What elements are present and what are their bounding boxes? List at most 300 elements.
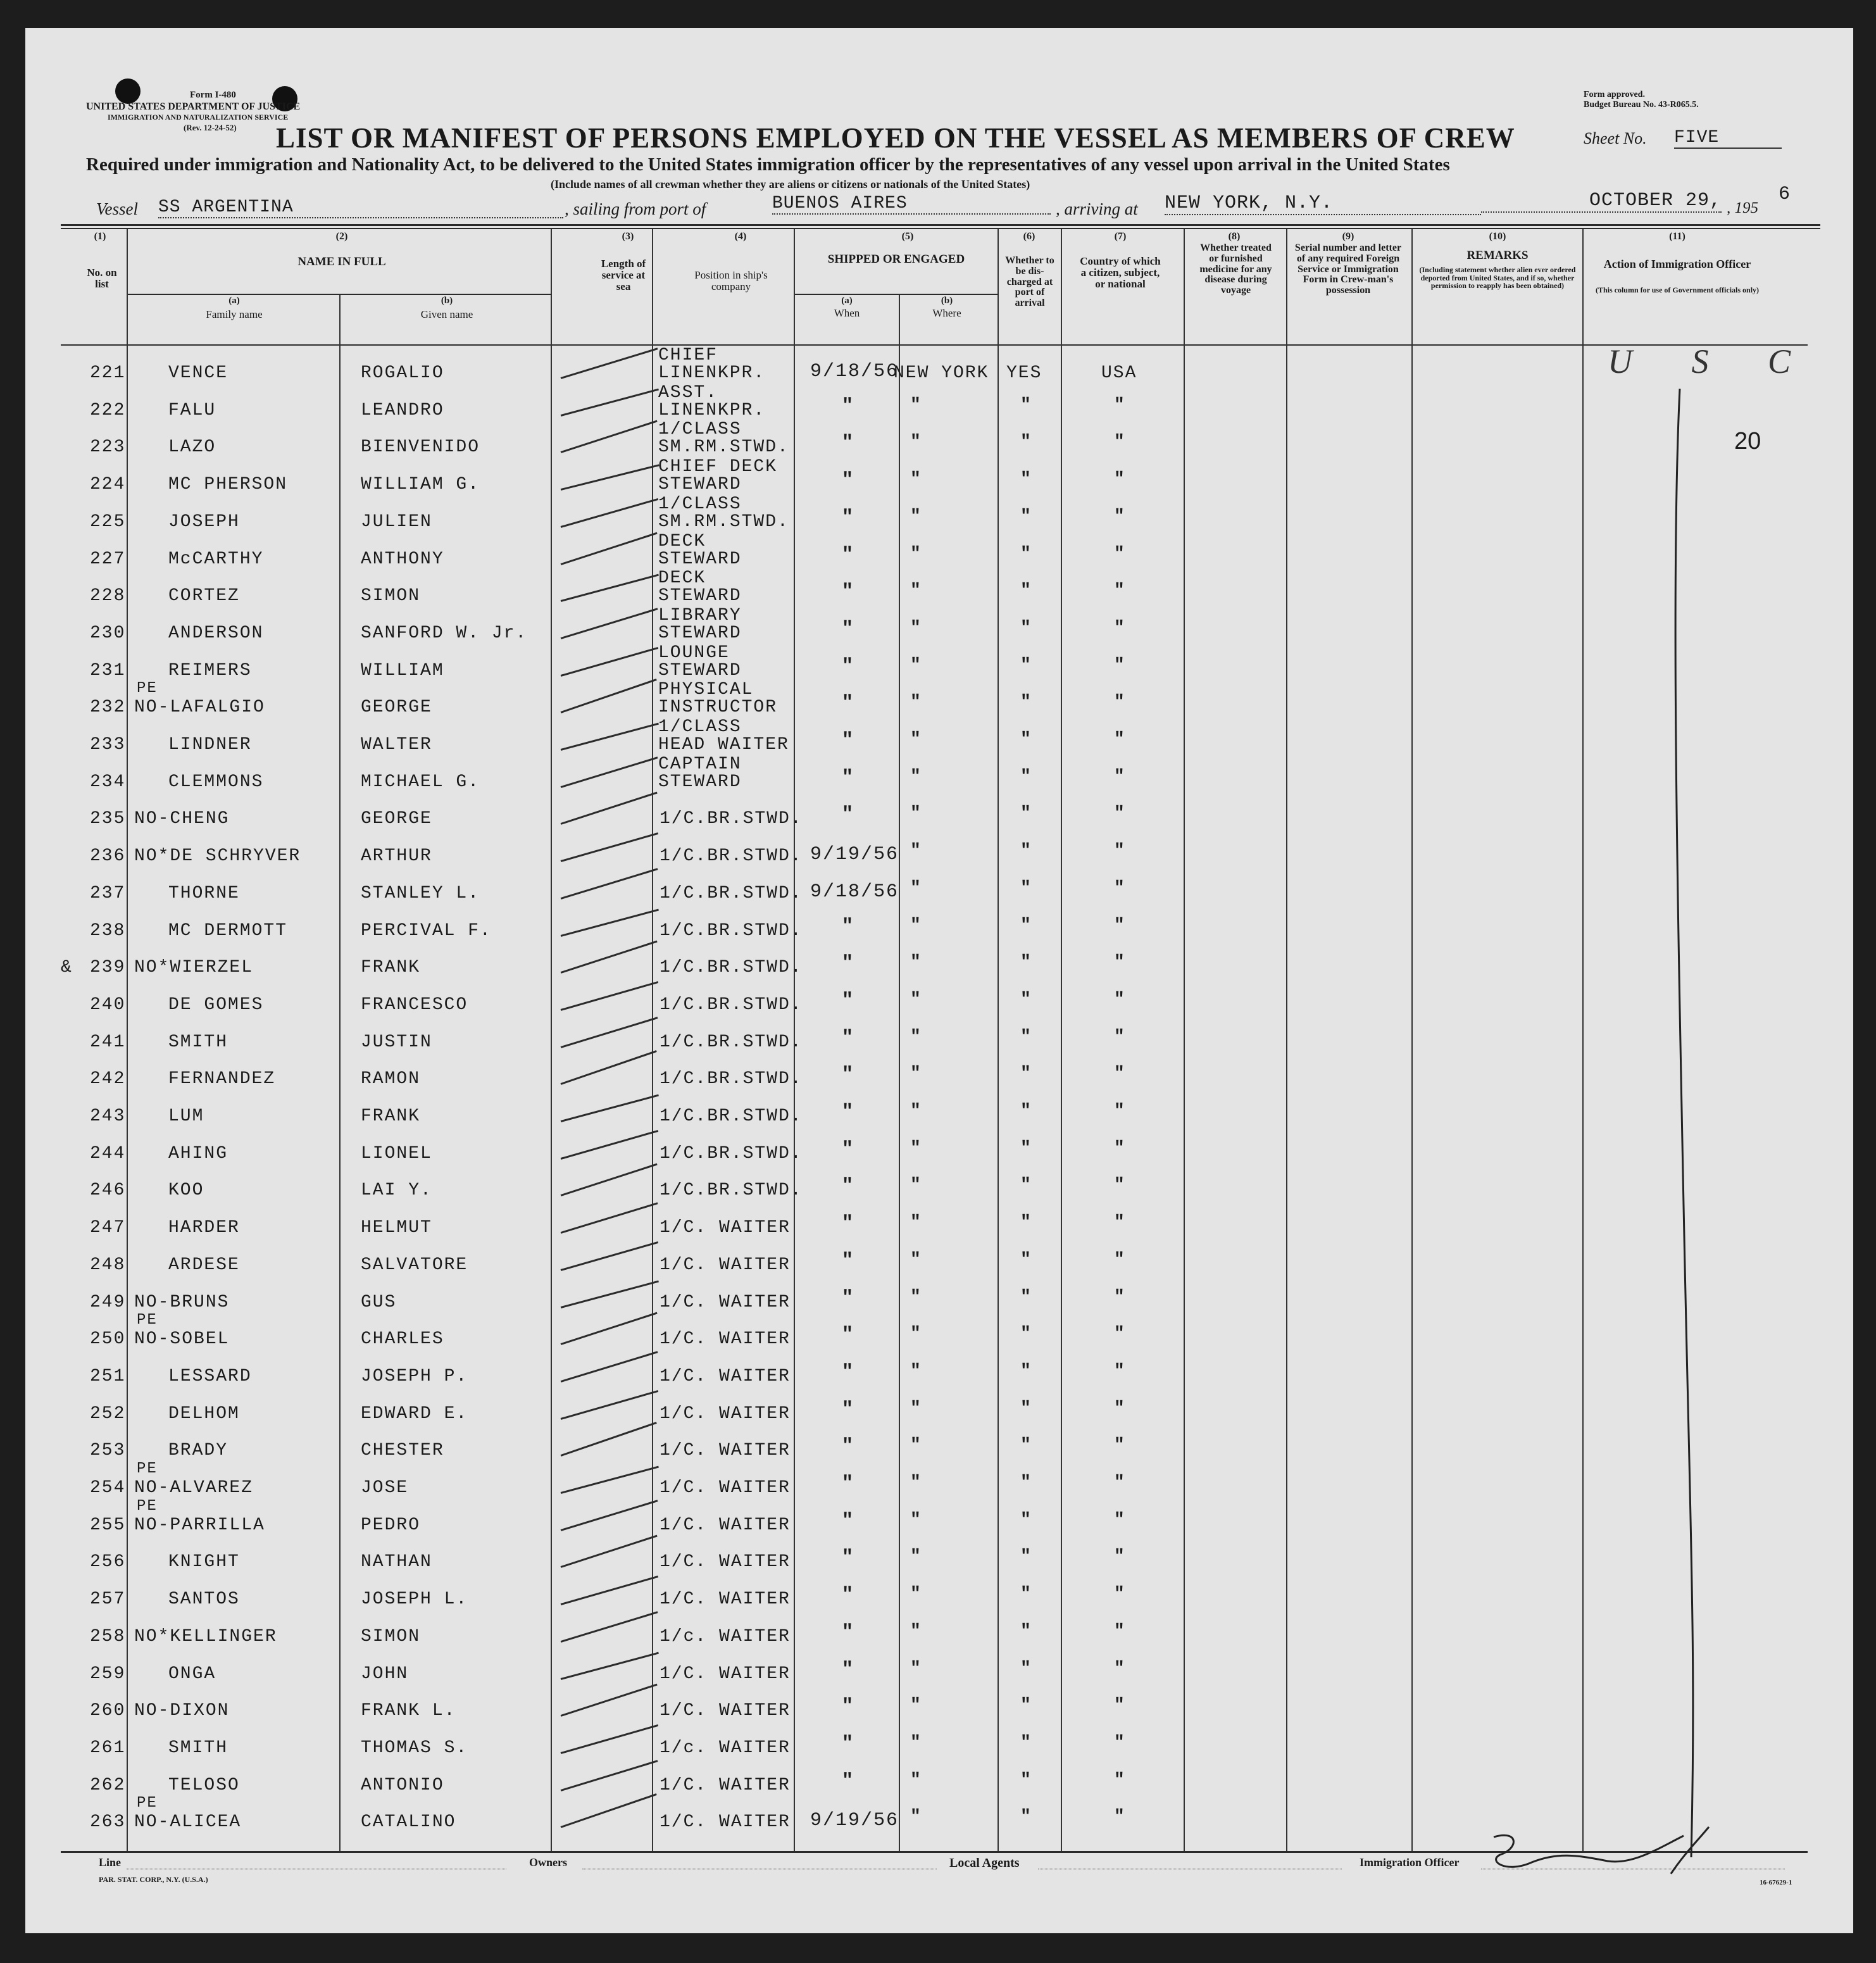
citizenship-country: " (1114, 470, 1126, 490)
position-line-2: STEWARD (658, 586, 742, 606)
given-name: JOSEPH L. (361, 1590, 468, 1610)
table-row (25, 1762, 1853, 1799)
col11-note: (This column for use of Government officials only) (1595, 285, 1760, 294)
discharge-flag: " (1020, 618, 1032, 638)
table-row (25, 1312, 1853, 1353)
shipped-when: " (842, 1733, 855, 1755)
table-row (25, 870, 1853, 907)
shipped-where: " (910, 1287, 922, 1307)
table-row (25, 494, 1853, 536)
discharge-flag: " (1020, 1733, 1032, 1753)
service-length-stroke (561, 1202, 658, 1234)
position-line-1: 1/CLASS (658, 717, 742, 737)
position-line-2: 1/C. WAITER (660, 1812, 791, 1833)
position-line-2: 1/C. WAITER (660, 1515, 791, 1535)
service-length-stroke (561, 1611, 658, 1643)
discharge-flag: " (1020, 989, 1032, 1010)
sheet-label: Sheet No. (1584, 129, 1647, 147)
shipped-where: " (910, 693, 922, 713)
citizenship-country: " (1114, 1138, 1126, 1158)
col5-num: (5) (901, 231, 914, 242)
citizenship-country: " (1114, 989, 1126, 1010)
discharge-flag: " (1020, 1436, 1032, 1456)
shipped-when: 9/19/56 (810, 1810, 899, 1832)
footer-line-rule (127, 1869, 506, 1870)
officer-vertical-mark (1646, 382, 1722, 1864)
family-name: McCARTHY (168, 549, 264, 569)
col4-header: Position in ship's company (694, 269, 768, 292)
family-name: NO-DIXON (134, 1701, 230, 1721)
family-name: NO-BRUNS (134, 1292, 230, 1312)
position-line-2: 1/C.BR.STWD. (660, 994, 803, 1015)
row-number: 236 (90, 846, 126, 867)
shipped-where: " (910, 878, 922, 898)
discharge-flag: " (1020, 581, 1032, 601)
shipped-where: " (910, 1770, 922, 1790)
shipped-where: " (910, 581, 922, 601)
service-length-stroke (561, 464, 660, 491)
rule-c5-sub (795, 294, 997, 295)
family-name: NO-PARRILLA (134, 1515, 265, 1535)
year-digit: 6 (1779, 184, 1791, 205)
shipped-when: " (842, 1473, 855, 1495)
citizenship-country: " (1114, 1659, 1126, 1679)
citizenship-country: " (1114, 730, 1126, 749)
row-number: 239 (90, 958, 126, 978)
table-row (25, 1613, 1853, 1650)
position-line-2: 1/C. WAITER (660, 1775, 791, 1795)
family-name: LINDNER (168, 735, 252, 755)
position-line-2: LINENKPR. (658, 400, 766, 420)
shipped-when: " (842, 1176, 855, 1198)
footer-line-label: Line (99, 1856, 122, 1869)
row-mark: & (61, 958, 73, 978)
shipped-when: " (842, 767, 855, 789)
position-line-1: 1/CLASS (658, 420, 742, 440)
shipped-where: " (910, 953, 922, 973)
col1-num: (1) (94, 231, 106, 242)
col9-num: (9) (1342, 231, 1354, 242)
given-name: JUSTIN (361, 1032, 432, 1052)
given-name: WALTER (361, 735, 432, 755)
discharge-flag: " (1020, 1176, 1032, 1196)
col8-num: (8) (1228, 231, 1241, 242)
col6-num: (6) (1023, 231, 1035, 242)
table-row (25, 981, 1853, 1019)
shipped-where: " (910, 1064, 922, 1084)
service-length-stroke (561, 1017, 658, 1048)
row-number: 221 (90, 363, 126, 383)
citizenship-country: " (1114, 1176, 1126, 1196)
citizenship-country: USA (1101, 363, 1137, 383)
discharge-flag: " (1020, 395, 1032, 415)
citizenship-country: " (1114, 1324, 1126, 1345)
service: IMMIGRATION AND NATURALIZATION SERVICE (108, 113, 289, 122)
table-row (25, 643, 1853, 684)
table-row (25, 1427, 1853, 1464)
position-line-2: 1/c. WAITER (660, 1738, 791, 1758)
departure-port: BUENOS AIRES (772, 194, 1051, 215)
table-row (25, 457, 1853, 498)
discharge-flag: " (1020, 1138, 1032, 1158)
table-row (25, 1019, 1853, 1056)
shipped-where: " (910, 506, 922, 527)
position-line-2: SM.RM.STWD. (658, 437, 789, 458)
row-number: 248 (90, 1255, 126, 1275)
given-name: PEDRO (361, 1515, 421, 1535)
table-row (25, 1460, 1853, 1502)
position-line-2: STEWARD (658, 623, 742, 643)
shipped-where: " (910, 1436, 922, 1456)
position-line-2: 1/C. WAITER (660, 1552, 791, 1572)
family-name: BRADY (168, 1441, 228, 1461)
service-length-stroke (561, 1535, 658, 1568)
family-name: LAZO (168, 437, 216, 458)
position-line-2: 1/C. WAITER (660, 1701, 791, 1721)
row-number: 230 (90, 623, 126, 643)
citizenship-country: " (1114, 1398, 1126, 1419)
arriving-label: , arriving at (1056, 199, 1138, 218)
shipped-where: " (910, 1176, 922, 1196)
service-length-stroke (561, 1130, 659, 1160)
table-row (25, 1576, 1853, 1613)
position-line-1: CAPTAIN (658, 754, 742, 774)
row-number: 251 (90, 1366, 126, 1386)
row-number: 250 (90, 1329, 126, 1350)
row-number: 242 (90, 1069, 126, 1089)
given-name: JOSEPH P. (361, 1366, 468, 1386)
service-length-stroke (561, 723, 659, 751)
citizenship-country: " (1114, 1027, 1126, 1047)
citizenship-country: " (1114, 693, 1126, 713)
table-row (25, 1167, 1853, 1204)
family-name: ARDESE (168, 1255, 240, 1275)
shipped-where: " (910, 730, 922, 749)
shipped-when: " (842, 1064, 855, 1086)
row-number: 241 (90, 1032, 126, 1052)
row-prefix: PE (137, 1497, 158, 1515)
year-prefix: , 195 (1727, 199, 1758, 216)
shipped-when: " (842, 1659, 855, 1681)
given-name: FRANK L. (361, 1701, 456, 1721)
service-length-stroke (561, 647, 659, 677)
service-length-stroke (561, 1050, 657, 1085)
position-line-2: STEWARD (658, 549, 742, 569)
service-length-stroke (561, 981, 659, 1011)
row-number: 244 (90, 1143, 126, 1163)
service-length-stroke (561, 388, 659, 416)
service-length-stroke (561, 756, 658, 788)
family-name: NO-ALVAREZ (134, 1478, 254, 1498)
position-line-1: LIBRARY (658, 605, 742, 625)
row-number: 252 (90, 1403, 126, 1424)
discharge-flag: " (1020, 915, 1032, 936)
row-number: 243 (90, 1107, 126, 1126)
row-number: 249 (90, 1292, 126, 1312)
shipped-when: " (842, 730, 855, 751)
footer-owners-rule (582, 1869, 937, 1870)
col7-num: (7) (1114, 231, 1127, 242)
col3-num: (3) (622, 231, 634, 242)
row-number: 247 (90, 1218, 126, 1238)
citizenship-country: " (1114, 841, 1126, 862)
position-line-2: 1/C. WAITER (660, 1218, 791, 1238)
shipped-where: " (910, 841, 922, 862)
position-line-1: CHIEF (658, 346, 718, 365)
service-length-stroke (561, 1422, 657, 1457)
given-name: CHARLES (361, 1329, 444, 1350)
service-length-stroke (561, 941, 658, 974)
table-row (25, 1687, 1853, 1724)
form-code: 16-67629-1 (1760, 1879, 1792, 1886)
given-name: ROGALIO (361, 363, 444, 383)
table-row (25, 605, 1853, 647)
position-line-2: 1/C.BR.STWD. (660, 809, 803, 829)
col11-header: Action of Immigration Officer (1603, 258, 1751, 270)
position-line-2: 1/C. WAITER (660, 1366, 791, 1386)
shipped-when: " (842, 915, 855, 938)
citizenship-country: " (1114, 1733, 1126, 1753)
vessel-name: SS ARGENTINA (158, 198, 563, 218)
discharge-flag: " (1020, 470, 1032, 490)
service-length-stroke (561, 1793, 657, 1828)
given-name: GUS (361, 1292, 397, 1312)
shipped-when: " (842, 506, 855, 529)
shipped-when: " (842, 470, 855, 492)
service-length-stroke (561, 1351, 658, 1383)
shipped-where: " (910, 1324, 922, 1345)
row-prefix: PE (137, 1795, 158, 1812)
citizenship-country: " (1114, 915, 1126, 936)
arrival-date: OCTOBER 29, (1481, 190, 1722, 213)
footer-officer-label: Immigration Officer (1360, 1856, 1460, 1869)
shipped-where: " (910, 1807, 922, 1828)
family-name: REIMERS (168, 660, 252, 680)
revision: (Rev. 12-24-52) (184, 123, 237, 132)
discharge-flag: " (1020, 1807, 1032, 1828)
shipped-when: " (842, 1101, 855, 1123)
shipped-when: " (842, 989, 855, 1012)
table-row (25, 754, 1853, 796)
shipped-when: " (842, 581, 855, 603)
family-name: NO-LAFALGIO (134, 698, 265, 718)
shipped-where: " (910, 1584, 922, 1605)
table-row (25, 795, 1853, 832)
family-name: CLEMMONS (168, 772, 264, 792)
given-name: GEORGE (361, 809, 432, 829)
discharge-flag: " (1020, 432, 1032, 453)
discharge-flag: " (1020, 1250, 1032, 1270)
row-number: 257 (90, 1590, 126, 1610)
discharge-flag: " (1020, 953, 1032, 973)
position-line-2: 1/C. WAITER (660, 1441, 791, 1461)
service-length-stroke (561, 908, 659, 936)
position-line-2: 1/C.BR.STWD. (660, 1143, 803, 1163)
family-name: MC DERMOTT (168, 920, 288, 941)
footer-agents-label: Local Agents (949, 1856, 1020, 1870)
col2a-header: Family name (206, 308, 263, 320)
shipped-when: " (842, 953, 855, 975)
col10-num: (10) (1489, 231, 1506, 242)
printer-imprint: PAR. STAT. CORP., N.Y. (U.S.A.) (99, 1875, 208, 1884)
position-line-2: 1/C.BR.STWD. (660, 1181, 803, 1201)
rule-c2-sub (128, 294, 551, 295)
shipped-when: " (842, 1398, 855, 1421)
table-row (25, 346, 1853, 387)
service-length-stroke (561, 1312, 658, 1345)
col6-header: Whether to be dis-charged at port of arrival (1005, 255, 1054, 309)
position-line-2: 1/C.BR.STWD. (660, 846, 803, 867)
service-length-stroke (561, 1760, 658, 1791)
citizenship-country: " (1114, 804, 1126, 824)
row-number: 228 (90, 586, 126, 606)
row-prefix: PE (137, 1460, 158, 1477)
given-name: ARTHUR (361, 846, 432, 867)
given-name: SALVATORE (361, 1255, 468, 1275)
discharge-flag: " (1020, 1584, 1032, 1605)
family-name: DE GOMES (168, 994, 264, 1015)
shipped-where: " (910, 395, 922, 415)
position-line-2: 1/C. WAITER (660, 1329, 791, 1350)
shipped-where: " (910, 1027, 922, 1047)
service-length-stroke (561, 1241, 659, 1271)
family-name: SMITH (168, 1032, 228, 1052)
citizenship-country: " (1114, 953, 1126, 973)
position-line-2: LINENKPR. (658, 363, 766, 383)
service-length-stroke (561, 1163, 658, 1196)
service-length-stroke (561, 498, 659, 528)
position-line-2: 1/C. WAITER (660, 1478, 791, 1498)
citizenship-country: " (1114, 655, 1126, 675)
shipped-when: " (842, 1213, 855, 1235)
discharge-flag: " (1020, 1621, 1032, 1641)
shipped-when: " (842, 693, 855, 715)
service-length-stroke (561, 420, 658, 453)
discharge-flag: " (1020, 730, 1032, 749)
shipped-where: " (910, 1510, 922, 1530)
citizenship-country: " (1114, 1213, 1126, 1233)
row-number: 255 (90, 1515, 126, 1535)
row-number: 234 (90, 772, 126, 792)
given-name: RAMON (361, 1069, 421, 1089)
footer-agents-rule (1038, 1869, 1342, 1870)
punch-hole-left (115, 78, 141, 104)
shipped-when: " (842, 1696, 855, 1718)
family-name: LUM (168, 1107, 204, 1126)
citizenship-country: " (1114, 1696, 1126, 1716)
col2-header: NAME IN FULL (297, 255, 386, 268)
service-length-stroke (561, 1652, 659, 1679)
discharge-flag: " (1020, 1696, 1032, 1716)
position-line-2: HEAD WAITER (658, 735, 789, 755)
shipped-when: " (842, 618, 855, 640)
row-prefix: PE (137, 680, 158, 698)
position-line-1: DECK (658, 531, 706, 551)
family-name: KOO (168, 1181, 204, 1201)
family-name: TELOSO (168, 1775, 240, 1795)
discharge-flag: " (1020, 1473, 1032, 1493)
citizenship-country: " (1114, 1807, 1126, 1828)
usc-annotation: U S C (1608, 342, 1817, 380)
col5b-num: (b) (941, 296, 953, 306)
citizenship-country: " (1114, 1101, 1126, 1121)
citizenship-country: " (1114, 1584, 1126, 1605)
shipped-when: " (842, 1287, 855, 1309)
table-row (25, 1279, 1853, 1316)
given-name: JULIEN (361, 511, 432, 532)
shipped-where: " (910, 767, 922, 787)
discharge-flag: " (1020, 544, 1032, 564)
discharge-flag: " (1020, 1547, 1032, 1567)
family-name: NO*WIERZEL (134, 958, 254, 978)
citizenship-country: " (1114, 1287, 1126, 1307)
citizenship-country: " (1114, 1436, 1126, 1456)
row-prefix: PE (137, 1312, 158, 1329)
citizenship-country: " (1114, 618, 1126, 638)
shipped-when: " (842, 1324, 855, 1346)
shipped-where: " (910, 1398, 922, 1419)
shipped-when: 9/19/56 (810, 844, 899, 866)
shipped-where: " (910, 1101, 922, 1121)
manifest-page (25, 28, 1853, 1933)
service-length-stroke (561, 608, 658, 639)
col11-num: (11) (1669, 231, 1685, 242)
table-row (25, 420, 1853, 461)
family-name: ANDERSON (168, 623, 264, 643)
row-number: 233 (90, 735, 126, 755)
col2a-num: (a) (228, 296, 240, 306)
given-name: GEORGE (361, 698, 432, 718)
family-name: JOSEPH (168, 511, 240, 532)
citizenship-country: " (1114, 878, 1126, 898)
shipped-when: " (842, 1250, 855, 1272)
citizenship-country: " (1114, 544, 1126, 564)
given-name: FRANK (361, 958, 421, 978)
row-number: 223 (90, 437, 126, 458)
row-number: 259 (90, 1664, 126, 1684)
shipped-when: " (842, 1436, 855, 1458)
table-row (25, 1538, 1853, 1576)
family-name: KNIGHT (168, 1552, 240, 1572)
col3-header: Length of service at sea (601, 258, 646, 292)
shipped-when: " (842, 395, 855, 417)
discharge-flag: " (1020, 655, 1032, 675)
position-line-2: 1/C. WAITER (660, 1292, 791, 1312)
form-number: Form I-480 (190, 90, 236, 100)
row-number: 240 (90, 994, 126, 1015)
shipped-when: " (842, 544, 855, 566)
col9-header: Serial number and letter of any required Foreign Service or Immigration Form in Crew-man's possession (1294, 242, 1402, 296)
shipped-where: " (910, 1733, 922, 1753)
form-approved: Form approved. (1584, 90, 1645, 99)
service-length-stroke (561, 1500, 658, 1531)
shipped-when: " (842, 1621, 855, 1643)
position-line-2: STEWARD (658, 772, 742, 792)
header-bottom-rule (61, 344, 1808, 346)
shipped-when: " (842, 655, 855, 677)
given-name: SIMON (361, 586, 421, 606)
service-length-stroke (561, 792, 658, 825)
col8-header: Whether treated or furnished medicine for any disease during voyage (1199, 242, 1272, 296)
discharge-flag: " (1020, 1510, 1032, 1530)
row-number: 232 (90, 698, 126, 718)
given-name: LIONEL (361, 1143, 432, 1163)
table-top-rule-2 (61, 228, 1820, 229)
position-line-2: 1/C.BR.STWD. (660, 1069, 803, 1089)
given-name: EDWARD E. (361, 1403, 468, 1424)
discharge-flag: " (1020, 1770, 1032, 1790)
shipped-where: " (910, 1473, 922, 1493)
